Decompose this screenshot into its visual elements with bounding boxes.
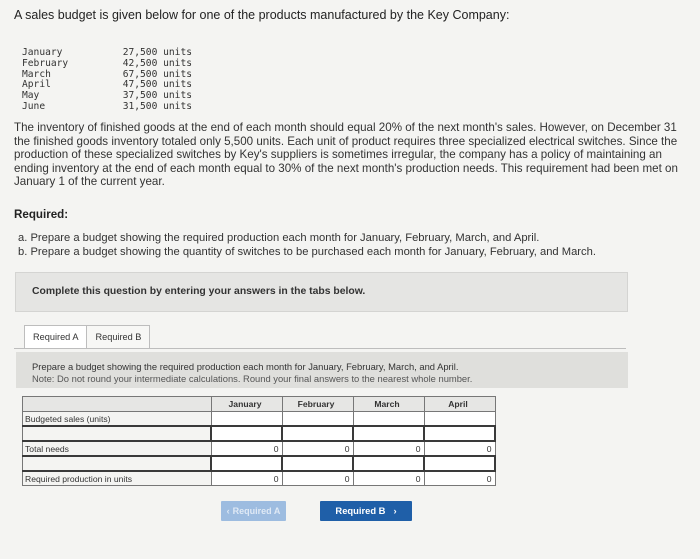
prev-label: Required A [232,506,281,516]
row-label-required-production: Required production in units [23,471,212,486]
column-header-march: March [353,397,424,412]
input-budgeted-sales-march[interactable] [353,412,424,427]
input-budgeted-sales-april[interactable] [424,412,495,427]
next-label: Required B [335,505,386,516]
table-row [23,412,496,427]
required-a-text: a. Prepare a budget showing the required production each month for January, February, March, and April. [18,232,540,244]
sales-month: June [22,100,46,112]
input-row2-february[interactable] [282,426,353,441]
table-row [23,471,496,486]
tab-required-a[interactable]: Required A [24,325,87,349]
column-header-april: April [424,397,495,412]
row-label-budgeted-sales: Budgeted sales (units) [23,412,212,427]
instruction-box [16,352,628,388]
row-label-blank [23,426,212,441]
sales-units: 27,500 units [122,47,192,58]
row-label-total-needs: Total needs [23,441,212,456]
input-row2-april[interactable] [424,426,495,441]
column-header-february: February [282,397,353,412]
instruction-text: Prepare a budget showing the required production each month for January, February, March, and April. [32,361,459,372]
column-header-january: January [211,397,282,412]
intro-text: A sales budget is given below for one of the products manufactured by the Key Company: [14,8,510,22]
prev-required-a-button[interactable] [221,501,286,521]
instruction-note: Note: Do not round your intermediate calculations. Round your final answers to the nearest whole number. [32,373,473,384]
total-needs-january: 0 [211,441,282,456]
row-label-blank [23,456,212,471]
tab-required-b[interactable]: Required B [86,325,150,349]
next-required-b-button[interactable] [320,501,412,521]
total-needs-march: 0 [353,441,424,456]
required-list [18,232,596,259]
sales-budget-list [22,48,192,113]
complete-message: Complete this question by entering your answers in the tabs below. [32,286,366,297]
input-row2-january[interactable] [211,426,282,441]
input-row2-march[interactable] [353,426,424,441]
sales-units: 31,500 units [122,100,192,112]
table-row [23,456,496,471]
input-budgeted-sales-february[interactable] [282,412,353,427]
problem-paragraph: The inventory of finished goods at the end of each month should equal 20% of the next month's sales. However, on December 31 the finished goods inventory totaled only 5,500 units. Each unit of product requires three specialized electrical switches. Since the production of these specialized switches by Key's suppliers is sometimes irregular, the company has a policy of maintaining an ending inventory at the end of each month equal to 30% of the next month's production needs. This requirement had been met on January 1 of the current year. [14,121,678,189]
table-row [23,441,496,456]
input-row4-february[interactable] [282,456,353,471]
chevron-left-icon: ‹ [226,506,230,516]
input-row4-march[interactable] [353,456,424,471]
sales-row [22,59,192,70]
header-blank [23,397,212,412]
table-header-row [23,397,496,412]
sales-month: April [22,79,51,91]
sales-units: 67,500 units [122,68,192,80]
sales-units: 47,500 units [122,79,192,91]
sales-row [22,102,192,113]
sales-month: January [22,47,63,58]
input-budgeted-sales-january[interactable] [211,412,282,427]
tab-bar [24,325,149,349]
table-row [23,426,496,441]
total-needs-february: 0 [282,441,353,456]
chevron-right-icon: › [393,505,397,516]
input-row4-april[interactable] [424,456,495,471]
sales-units: 42,500 units [122,57,192,69]
total-needs-april: 0 [424,441,495,456]
required-heading: Required: [14,208,69,221]
required-production-march: 0 [353,471,424,486]
sales-month: May [22,90,40,102]
sales-month: March [22,68,51,80]
required-production-january: 0 [211,471,282,486]
sales-month: February [22,57,69,69]
production-budget-table [22,396,496,486]
required-production-february: 0 [282,471,353,486]
input-row4-january[interactable] [211,456,282,471]
sales-units: 37,500 units [122,90,192,102]
required-production-april: 0 [424,471,495,486]
required-b-text: b. Prepare a budget showing the quantity of switches to be purchased each month for January, February, and March. [18,245,596,258]
complete-banner [15,272,628,312]
